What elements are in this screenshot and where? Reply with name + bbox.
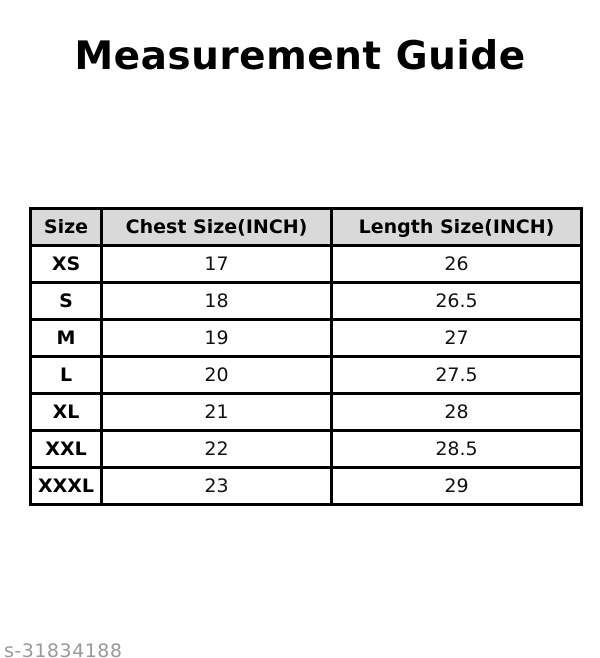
chest-cell: 19	[102, 320, 332, 357]
column-header-chest: Chest Size(INCH)	[102, 209, 332, 246]
table-row	[31, 394, 582, 431]
size-cell: S	[31, 283, 102, 320]
table-header-row	[31, 209, 582, 246]
watermark-id: s-31834188	[4, 640, 123, 658]
chest-cell: 21	[102, 394, 332, 431]
length-cell: 28.5	[332, 431, 582, 468]
measurement-table	[29, 207, 583, 506]
chest-cell: 18	[102, 283, 332, 320]
table-row	[31, 357, 582, 394]
table-row	[31, 246, 582, 283]
length-cell: 29	[332, 468, 582, 505]
size-cell: M	[31, 320, 102, 357]
chest-cell: 20	[102, 357, 332, 394]
chest-cell: 22	[102, 431, 332, 468]
size-cell: XXL	[31, 431, 102, 468]
length-cell: 28	[332, 394, 582, 431]
table-row	[31, 468, 582, 505]
table-row	[31, 431, 582, 468]
size-cell: XS	[31, 246, 102, 283]
chest-cell: 23	[102, 468, 332, 505]
length-cell: 26	[332, 246, 582, 283]
page-title: Measurement Guide	[74, 34, 526, 79]
length-cell: 27.5	[332, 357, 582, 394]
column-header-size: Size	[31, 209, 102, 246]
length-cell: 27	[332, 320, 582, 357]
table-row	[31, 320, 582, 357]
chest-cell: 17	[102, 246, 332, 283]
size-cell: XXXL	[31, 468, 102, 505]
column-header-length: Length Size(INCH)	[332, 209, 582, 246]
table-row	[31, 283, 582, 320]
length-cell: 26.5	[332, 283, 582, 320]
size-cell: XL	[31, 394, 102, 431]
size-cell: L	[31, 357, 102, 394]
